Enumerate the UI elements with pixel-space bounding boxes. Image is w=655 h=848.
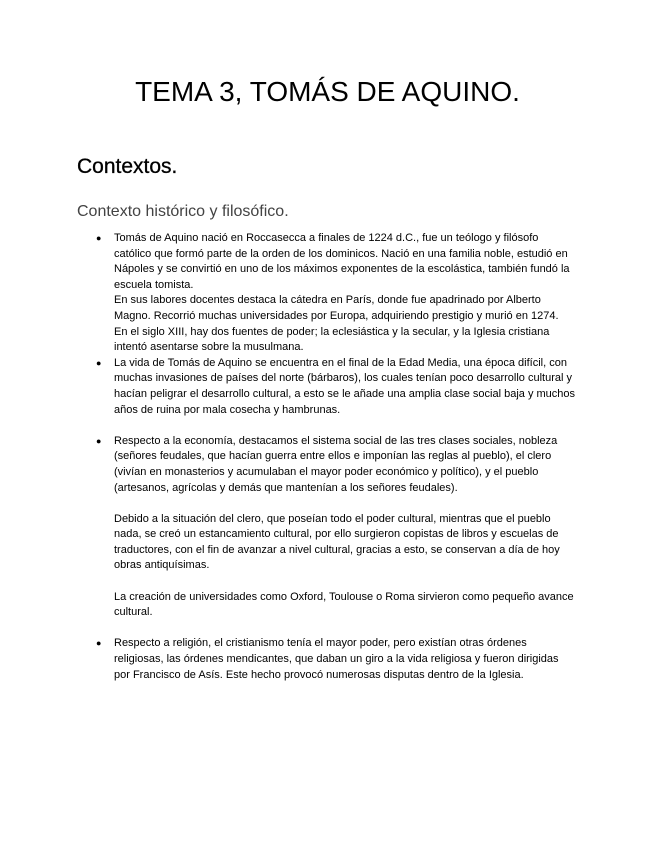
paragraph: En el siglo XIII, hay dos fuentes de poder; la eclesiástica y la secular, y la Iglesia cristiana intentó asentarse sobre la musulmana. [114,325,550,354]
bullet-dot-icon: ● [96,233,102,243]
paragraph: La vida de Tomás de Aquino se encuentra en el final de la Edad Media, una época difícil, con muchas invasiones de países del norte (bárbaros), los cuales tenían poco desarrollo cultural y hacían peligrar el desarrollo cultural, a esto se le añade una amplia clase social baja y muchos años de ruina por mala cosecha y hambrunas. [114,356,576,416]
paragraph-spacer [114,574,577,590]
bullet-dot-icon: ● [96,638,102,649]
paragraph: Respecto a la economía, destacamos el sistema social de las tres clases sociales, nobleza (señores feudales, que hacían guerra entre ellos e imponían las reglas al pueblo), el clero (vivían en monasterios y acumulaban el mayor poder económico y político), y el pueblo (artesanos, agrícolas y demás que mantenían a los señores feudales). [114,434,558,494]
document-title: TEMA 3, TOMÁS DE AQUINO. [135,76,520,107]
bullet-dot-icon: ● [96,435,102,446]
paragraph-spacer [114,418,577,434]
bullet-item-4 [77,636,577,683]
paragraph: La creación de universidades como Oxford, Toulouse o Roma sirvieron como pequeño avance cultural. [114,590,574,619]
paragraph-spacer [114,621,577,637]
paragraph: Respecto a religión, el cristianismo tenía el mayor poder, pero existían otras órdenes religiosas, las órdenes mendicantes, que daban un giro a la vida religiosa y fueron dirigidas por Francisco de Asís. Este hecho provocó numerosas disputas dentro de la Iglesia. [114,637,559,681]
paragraph: En sus labores docentes destaca la cátedra en París, donde fue apadrinado por Alberto Magno. Recorrió muchas universidades por Europa, adquiriendo prestigio y murió en 1274. [114,294,559,322]
subsection-heading: Contexto histórico y filosófico. [77,203,289,220]
paragraph: Debido a la situación del clero, que poseían todo el poder cultural, mientras que el pueblo nada, se creó un estancamiento cultural, por ello surgieron copistas de libros y escuelas de traductores, con el fin de avanzar a nivel cultural, gracias a esto, se conservan a día de hoy obras antiquísimas. [114,512,560,572]
bullet-item-1 [77,231,577,356]
bullet-list [77,231,577,683]
bullet-item-2 [77,356,577,434]
section-heading: Contextos. [77,155,178,178]
bullet-item-3 [77,434,577,637]
paragraph-spacer [114,496,577,512]
paragraph: Tomás de Aquino nació en Roccasecca a finales de 1224 d.C., fue un teólogo y filósofo católico que formó parte de la orden de los dominicos. Nació en una familia noble, estudió en Nápoles y se convirtió en uno de los máximos exponentes de la escolástica, también fundó la escuela tomista. [114,232,570,291]
bullet-dot-icon: ● [96,357,102,368]
